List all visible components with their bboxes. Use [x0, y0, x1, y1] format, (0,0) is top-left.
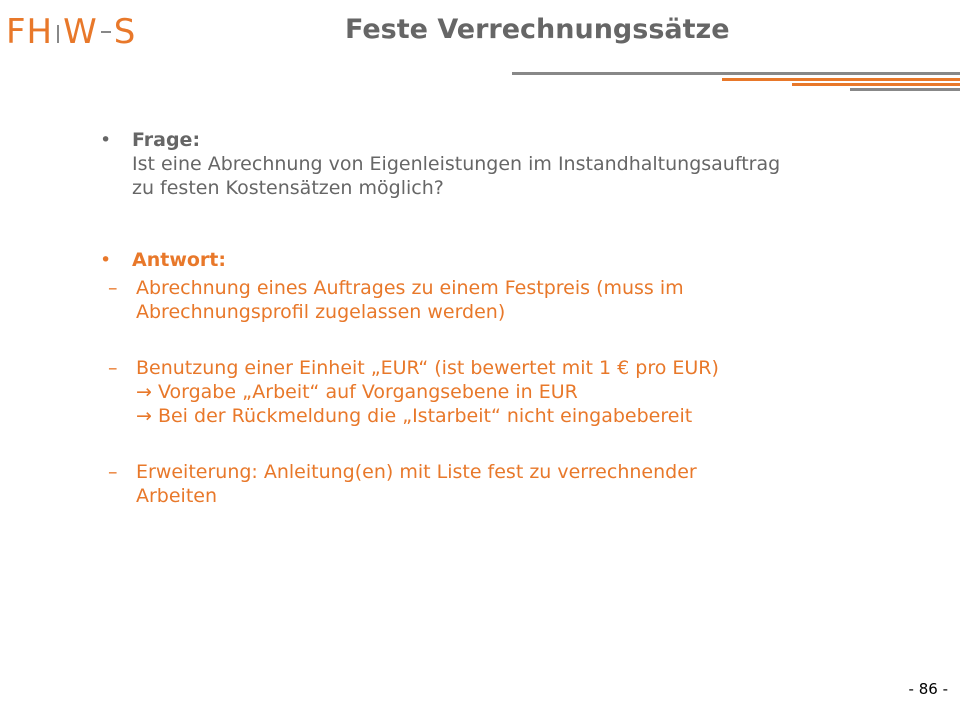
answer-item: [60, 276, 896, 324]
bullet-icon: •: [100, 129, 112, 151]
answer-item: [60, 460, 896, 508]
question-label: Frage:: [132, 129, 201, 151]
logo-part-w: W: [63, 12, 98, 52]
answer-item-line: → Bei der Rückmeldung die „Istarbeit“ nicht eingabebereit: [136, 405, 693, 427]
dash-icon: –: [108, 461, 118, 483]
header-rule-orange-2: [792, 83, 960, 86]
fhws-logo: [6, 12, 136, 52]
logo-part-s: S: [113, 12, 137, 52]
answer-item-line: Benutzung einer Einheit „EUR“ (ist bewertet mit 1 € pro EUR): [136, 357, 719, 379]
header-rule-orange-1: [722, 78, 960, 81]
bullet-icon: •: [100, 249, 112, 271]
question-line: Ist eine Abrechnung von Eigenleistungen im Instandhaltungsauftrag: [132, 153, 781, 175]
answer-item-line: Arbeiten: [136, 485, 218, 507]
logo-part-fh: FH: [6, 12, 54, 52]
logo-separator-dash: [101, 31, 111, 33]
answer-item-line: Abrechnung eines Auftrages zu einem Festpreis (muss im: [136, 277, 684, 299]
header-rule-gray-top: [512, 72, 960, 75]
answer-item-line: → Vorgabe „Arbeit“ auf Vorgangsebene in EUR: [136, 381, 578, 403]
slide-content: [96, 128, 896, 508]
slide-title: Feste Verrechnungssätze: [345, 14, 730, 45]
question-block: [96, 128, 896, 200]
answer-item-line: Erweiterung: Anleitung(en) mit Liste fest zu verrechnender: [136, 461, 697, 483]
dash-icon: –: [108, 357, 118, 379]
logo-separator-bar: [57, 25, 59, 43]
question-line: zu festen Kostensätzen möglich?: [132, 177, 444, 199]
answer-item-line: Abrechnungsprofil zugelassen werden): [136, 301, 506, 323]
header-rule-gray-bottom: [850, 88, 960, 91]
answer-item: [60, 356, 896, 428]
answer-block: [96, 248, 896, 272]
page-number: - 86 -: [908, 680, 948, 698]
answer-label: Antwort:: [132, 249, 226, 271]
dash-icon: –: [108, 277, 118, 299]
